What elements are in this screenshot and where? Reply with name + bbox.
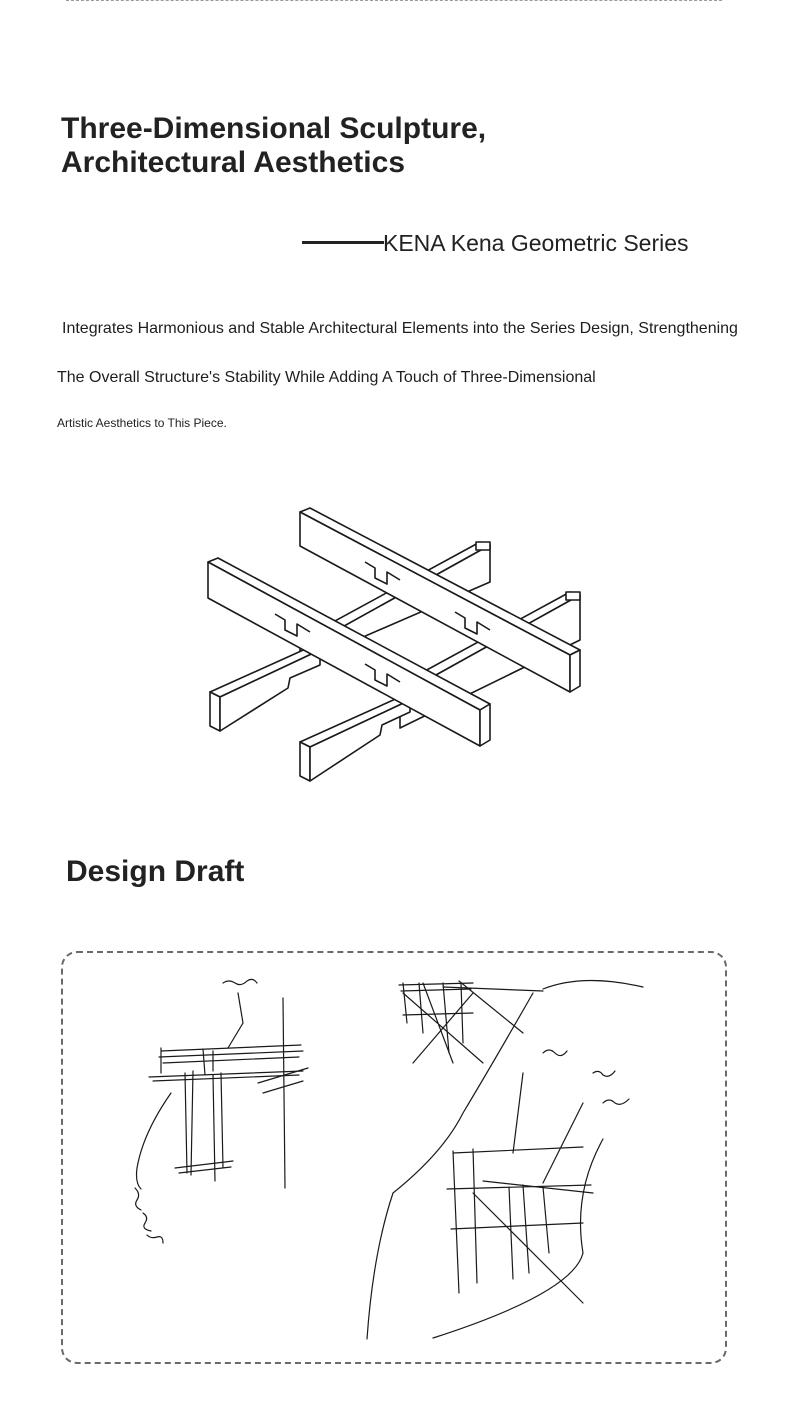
series-rule: [302, 241, 384, 244]
description-line-1: Integrates Harmonious and Stable Architectural Elements into the Series Design, Strengthening: [62, 320, 738, 337]
lower-beam-front-left: [210, 647, 320, 731]
interlocking-beam-structure-icon: [200, 500, 590, 790]
sketch-right: [367, 980, 643, 1339]
page-title-line-2: Architectural Aesthetics: [61, 146, 406, 179]
page-title: [61, 112, 486, 180]
section-title: Design Draft: [66, 855, 245, 888]
description-line-2: The Overall Structure's Stability While Adding A Touch of Three-Dimensional: [57, 369, 596, 386]
design-sketch-icon: [63, 953, 725, 1362]
series-label: KENA Kena Geometric Series: [383, 230, 689, 256]
design-draft-frame: [61, 951, 727, 1364]
top-divider: [66, 0, 722, 1]
description-line-3: Artistic Aesthetics to This Piece.: [57, 416, 227, 430]
lower-beam-front-right: [300, 697, 410, 781]
sketch-left: [135, 979, 308, 1243]
page-title-line-1: Three-Dimensional Sculpture,: [61, 112, 487, 145]
